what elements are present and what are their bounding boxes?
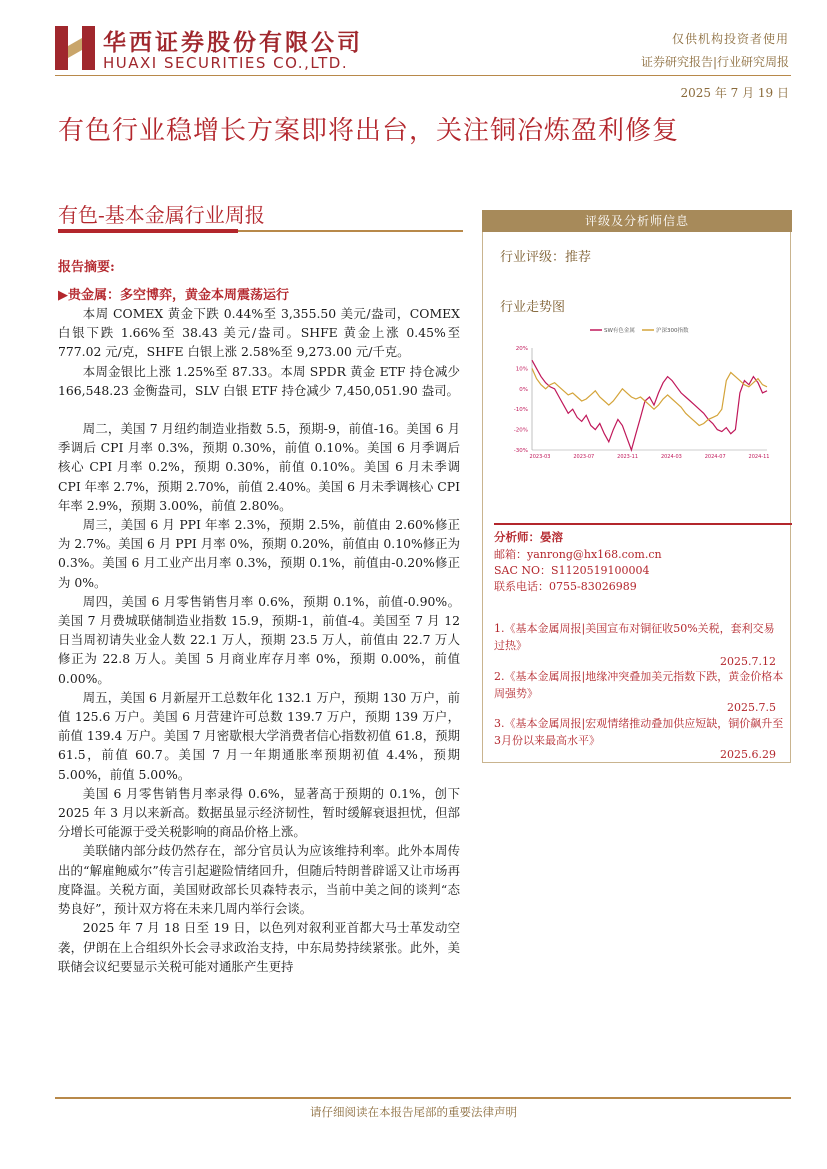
company-name-en: HUAXI SECURITIES CO.,LTD. bbox=[103, 54, 349, 72]
summary-title: 报告摘要: bbox=[58, 260, 115, 275]
section-title-precious-metals: ▶贵金属：多空博弈，黄金本周震荡运行 bbox=[58, 288, 289, 303]
y-tick-label: 10% bbox=[515, 366, 528, 373]
paragraph: 周二，美国 7 月纽约制造业指数 5.5，预期-9，前值-16。美国 6 月季调后 CPI 月率 0.3%，预期 0.30%，前值 0.10%。美国 6 月季调后核心 CPI 月率 0.2%，预期 0.30%，前值 0.10%。美国 6 月未季调 CPI 年率 2.7%，预期 2.70%，前值 2.40%。美国 6 月未季调核心 CPI 年率 2.9%，预期 3.00%，前值 2.80%。 bbox=[58, 421, 460, 513]
body-paragraphs bbox=[58, 304, 460, 976]
paragraph: 周四，美国 6 月零售销售月率 0.6%，预期 0.1%，前值-0.90%。美国 7 月费城联储制造业指数 15.9，预期-1，前值-4。美国至 7 月 12 日当周初请失业金人数 22.1 万人，预期 23.5 万人，前值由 22.7 万人修正为 22.8 万人。美国 5 月商业库存月率 0%，预期 0.00%，前值 0.00%。 bbox=[58, 593, 460, 686]
related-report-2[interactable]: 2.《基本金属周报|地缘冲突叠加美元指数下跌，黄金价格本周强势》 bbox=[494, 670, 784, 700]
trend-chart bbox=[482, 320, 782, 470]
x-tick-label: 2023-03 bbox=[529, 454, 551, 460]
trend-chart-label: 行业走势图 bbox=[500, 300, 566, 315]
info-panel-heading: 评级及分析师信息 bbox=[482, 210, 792, 232]
paragraph: 2025 年 7 月 18 日至 19 日，以色列对叙利亚首都大马士革发动空袭，伊朗在上合组织外长会寻求政治支持，中东局势持续紧张。此外，美联储会议纪要显示关税可能对通胀产生更持 bbox=[58, 920, 460, 974]
paragraph: 周五，美国 6 月新屋开工总数年化 132.1 万户，预期 130 万户，前值 125.6 万户。美国 6 月营建许可总数 139.7 万户，预期 139 万户，前值 139.4 万户。美国 7 月密歇根大学消费者信心指数初值 61.8，预期 61.5，前值 60.7。美国 7 月一年期通胀率预期初值 4.4%，预期 5.00%，前值 5.00%。 bbox=[58, 689, 460, 782]
paragraph: 美联储内部分歧仍然存在，部分官员认为应该维持利率。此外本周传出的“解雇鲍威尔”传言引起避险情绪回升，但随后特朗普辟谣又让市场再度降温。关税方面，美国财政部长贝森特表示，当前中美之间的谈判“态势良好”，预计双方将在未来几周内举行会谈。 bbox=[58, 843, 460, 917]
x-tick-label: 2024-11 bbox=[748, 454, 770, 460]
paragraph: 美国 6 月零售销售月率录得 0.6%，显著高于预期的 0.1%，创下 2025 年 3 月以来新高。数据虽显示经济韧性，暂时缓解衰退担忧，但部分增长可能源于受关税影响的商品价格上涨。 bbox=[58, 785, 460, 840]
huaxi-logo-icon bbox=[55, 26, 95, 70]
related-report-3[interactable]: 3.《基本金属周报|宏观情绪推动叠加供应短缺，铜价飙升至3月份以来最高水平》 bbox=[494, 717, 784, 747]
report-date: 2025 年 7 月 19 日 bbox=[680, 86, 789, 100]
paragraph: 本周 COMEX 黄金下跌 0.44%至 3,355.50 美元/盎司，COMEX 白银下跌 1.66%至 38.43 美元/盎司。SHFE 黄金上涨 0.45%至 777.02 元/克，SHFE 白银上涨 2.58%至 9,273.00 元/千克。 bbox=[58, 306, 460, 360]
legal-notice: 请仔细阅读在本报告尾部的重要法律声明 bbox=[310, 1105, 517, 1119]
report-type: 证券研究报告|行业研究周报 bbox=[640, 55, 789, 69]
y-tick-label: -10% bbox=[513, 407, 528, 414]
company-name-cn: 华西证券股份有限公司 bbox=[103, 30, 363, 56]
analyst-sac: SAC NO：S1120519100004 bbox=[494, 564, 650, 577]
x-tick-label: 2024-07 bbox=[704, 454, 726, 460]
legend-label: 沪深300指数 bbox=[656, 328, 689, 334]
x-tick-label: 2023-11 bbox=[617, 454, 639, 460]
y-tick-label: 0% bbox=[519, 386, 528, 393]
page-title: 有色行业稳增长方案即将出台，关注铜冶炼盈利修复 bbox=[58, 116, 680, 146]
related-report-2-date: 2025.7.5 bbox=[727, 701, 776, 714]
y-tick-label: -20% bbox=[513, 427, 528, 434]
disclaimer: 仅供机构投资者使用 bbox=[671, 32, 789, 46]
footer-divider bbox=[55, 1097, 791, 1099]
x-tick-label: 2023-07 bbox=[573, 454, 595, 460]
x-tick-label: 2024-03 bbox=[660, 454, 682, 460]
analyst-name: 分析师：晏溶 bbox=[494, 530, 563, 544]
y-tick-label: 20% bbox=[515, 346, 528, 352]
subtitle-accent bbox=[58, 229, 238, 233]
analyst-email[interactable]: 邮箱：yanrong@hx168.com.cn bbox=[494, 548, 662, 561]
related-report-1-date: 2025.7.12 bbox=[720, 655, 776, 668]
paragraph: 本周金银比上涨 1.25%至 87.33。本周 SPDR 黄金 ETF 持仓减少 166,548.23 金衡盎司，SLV 白银 ETF 持仓减少 7,450,051.90 盎司。 bbox=[58, 363, 460, 398]
industry-rating: 行业评级：推荐 bbox=[500, 250, 592, 265]
related-report-1[interactable]: 1.《基本金属周报|美国宣布对铜征收50%关税，套利交易过热》 bbox=[494, 622, 775, 652]
analyst-phone: 联系电话：0755-83026989 bbox=[494, 580, 637, 593]
legend-label: SW有色金属 bbox=[604, 328, 635, 334]
related-report-3-date: 2025.6.29 bbox=[720, 748, 776, 761]
paragraph: 周三，美国 6 月 PPI 年率 2.3%，预期 2.5%，前值由 2.60%修正为 2.7%。美国 6 月 PPI 月率 0%，预期 0.20%，前值由 0.10%修正为 0.3%。美国 6 月工业产出月率 0.3%，预期 0.1%，前值由-0.20%修正为 0%。 bbox=[58, 517, 460, 590]
page-subtitle: 有色-基本金属行业周报 bbox=[58, 203, 265, 227]
y-tick-label: -30% bbox=[513, 448, 528, 454]
analyst-divider bbox=[494, 523, 792, 525]
header-divider bbox=[55, 75, 791, 76]
